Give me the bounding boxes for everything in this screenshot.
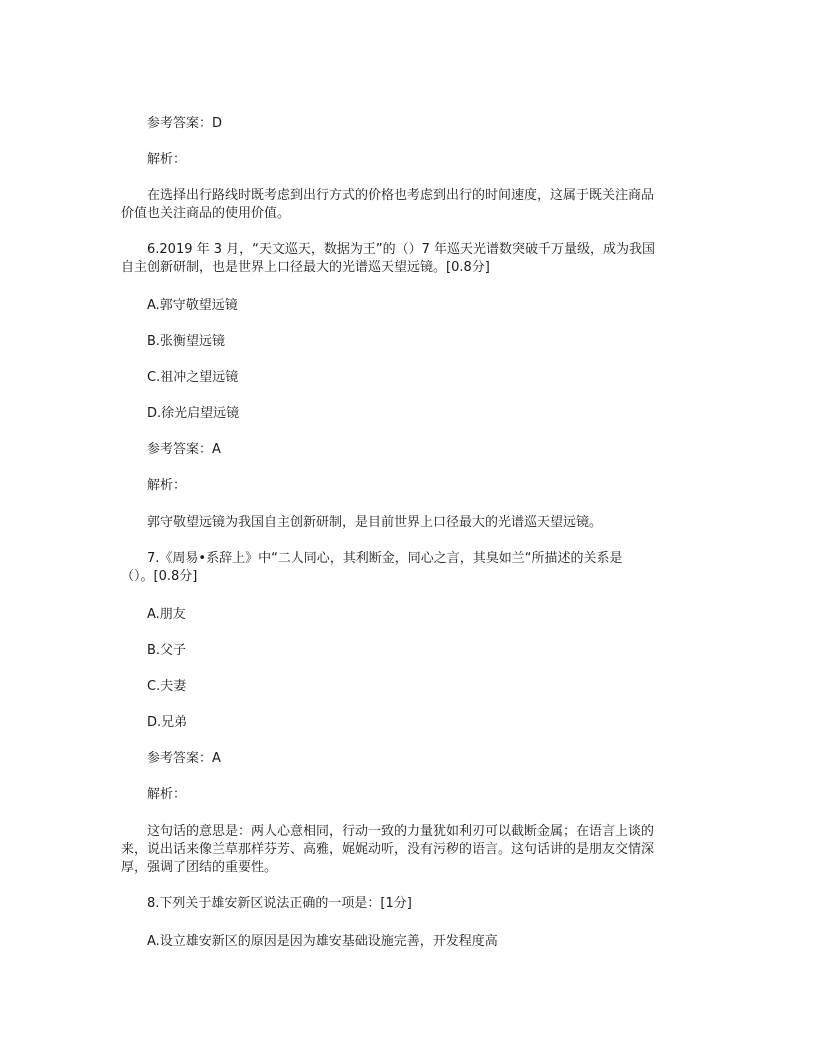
q6-answer: 参考答案：A [147, 442, 221, 457]
q6-stem-line-2: 自主创新研制，也是世界上口径最大的光谱巡天望远镜。[0.8分] [121, 260, 490, 275]
q6-option-d: D.徐光启望远镜 [147, 406, 240, 421]
q5-analysis-line-2: 价值也关注商品的使用价值。 [121, 206, 291, 221]
q7-option-d: D.兄弟 [147, 715, 188, 730]
q5-answer: 参考答案：D [147, 116, 223, 131]
q6-stem-line-1: 6.2019 年 3 月，“天文巡天，数据为王”的（）7 年巡天光谱数突破千万量级，成为我国 [147, 242, 656, 257]
q8-stem-line-1: 8.下列关于雄安新区说法正确的一项是：[1分] [147, 896, 412, 911]
q7-stem-line-1: 7.《周易•系辞上》中“二人同心，其利断金，同心之言，其臭如兰“所描述的关系是 [147, 551, 623, 566]
q6-analysis-line-1: 郭守敬望远镜为我国自主创新研制，是目前世界上口径最大的光谱巡天望远镜。 [147, 515, 603, 530]
q6-option-c: C.祖冲之望远镜 [147, 370, 239, 385]
q5-analysis-line-1: 在选择出行路线时既考虑到出行方式的价格也考虑到出行的时间速度，这属于既关注商品 [147, 188, 655, 203]
q6-option-a: A.郭守敬望远镜 [147, 298, 238, 313]
q5-analysis-label: 解析： [147, 152, 187, 167]
q7-option-c: C.夫妻 [147, 679, 187, 694]
q7-analysis-line-3: 厚，强调了团结的重要性。 [121, 860, 278, 875]
q6-analysis-label: 解析： [147, 478, 187, 493]
q7-answer: 参考答案：A [147, 751, 221, 766]
q6-option-b: B.张衡望远镜 [147, 334, 226, 349]
q7-analysis-line-2: 来，说出话来像兰草那样芬芳、高雅，娓娓动听，没有污秽的语言。这句话讲的是朋友交情深 [121, 842, 655, 857]
q7-analysis-label: 解析： [147, 787, 187, 802]
q7-analysis-line-1: 这句话的意思是：两人心意相同，行动一致的力量犹如利刃可以截断金属；在语言上谈的 [147, 824, 655, 839]
q7-option-b: B.父子 [147, 643, 187, 658]
q7-stem-line-2: （）。[0.8分] [121, 569, 198, 584]
q8-option-a: A.设立雄安新区的原因是因为雄安基础设施完善，开发程度高 [147, 934, 498, 949]
q7-option-a: A.朋友 [147, 607, 186, 622]
